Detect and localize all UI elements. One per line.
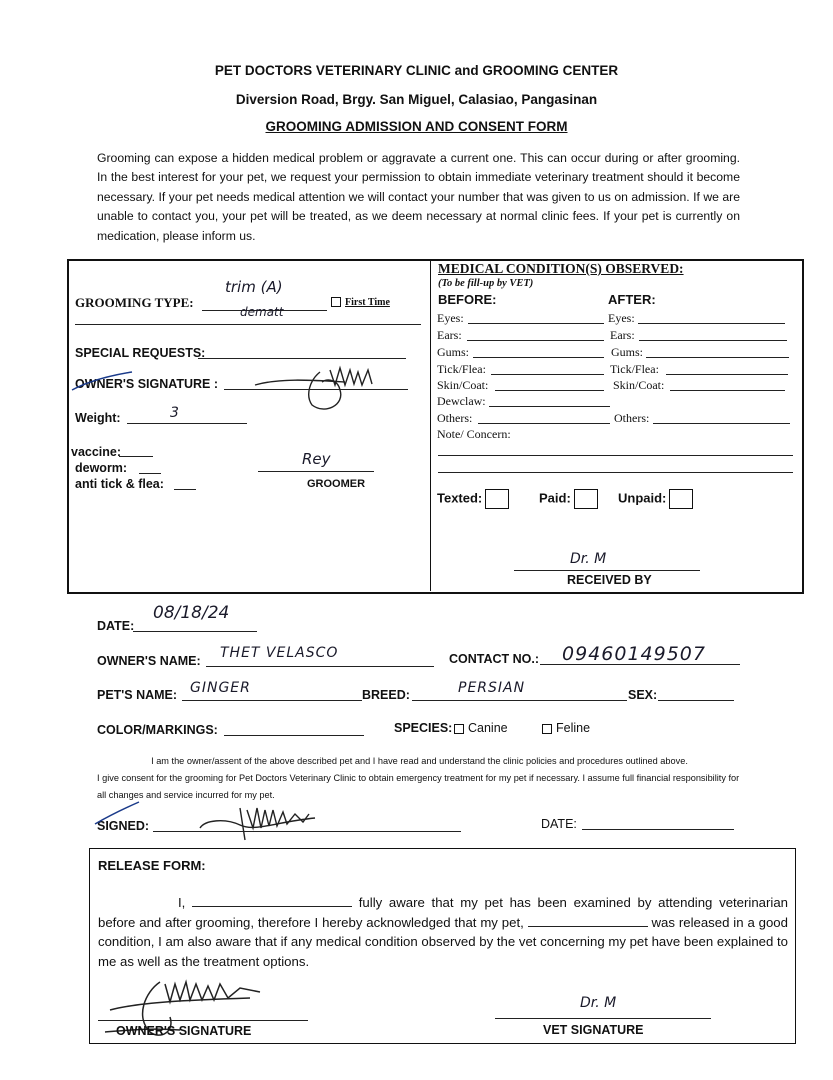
grooming-type-value-2: dematt (240, 305, 284, 319)
first-time-box[interactable] (331, 297, 341, 307)
breed-value: PERSIAN (458, 680, 526, 696)
after-others-label: Others: (614, 411, 650, 425)
paid-label: Paid: (539, 490, 571, 506)
before-tick-flea-line[interactable] (491, 374, 604, 375)
after-gums-label: Gums: (611, 345, 644, 359)
pet-name-line[interactable] (182, 700, 362, 701)
before-label: BEFORE: (438, 292, 497, 307)
owner-name-value: THET VELASCO (220, 645, 339, 661)
after-ears-line[interactable] (639, 340, 787, 341)
special-requests-label: SPECIAL REQUESTS: (75, 346, 206, 360)
date2-line[interactable] (582, 829, 734, 830)
medical-title: MEDICAL CONDITION(S) OBSERVED: (438, 261, 684, 276)
pet-name-label: PET'S NAME: (97, 688, 178, 702)
color-label: COLOR/MARKINGS: (97, 723, 218, 737)
after-skin-coat-line[interactable] (670, 390, 785, 391)
vaccine-label: vaccine: (71, 445, 122, 459)
note-line-2[interactable] (438, 472, 793, 473)
breed-label: BREED: (362, 688, 410, 702)
owner-name-line[interactable] (206, 666, 434, 667)
release-paragraph (98, 893, 788, 971)
after-tick-flea-label: Tick/Flea: (610, 362, 659, 376)
before-gums-line[interactable] (473, 357, 604, 358)
canine-option[interactable] (454, 721, 508, 735)
before-others-line[interactable] (478, 423, 610, 424)
anti-tick-label: anti tick & flea: (75, 477, 164, 491)
signed-strike (95, 802, 140, 824)
owner-name-label: OWNER'S NAME: (97, 654, 201, 668)
after-eyes-line[interactable] (638, 323, 785, 324)
before-tick-flea-label: Tick/Flea: (437, 362, 486, 376)
breed-line[interactable] (412, 700, 627, 701)
dewclaw-label: Dewclaw: (437, 394, 486, 408)
date-label: DATE: (97, 619, 135, 633)
date-value: 08/18/24 (153, 603, 230, 623)
texted-checkbox[interactable] (485, 489, 509, 509)
contact-label: CONTACT NO.: (449, 652, 540, 666)
before-ears-label: Ears: (437, 328, 462, 342)
canine-label: Canine (468, 721, 508, 735)
release-title: RELEASE FORM: (98, 858, 206, 873)
feline-label: Feline (556, 721, 591, 735)
release-text-3: was released in a good condition, I am also aware that if any medical condition observed by the vet concerning my pet have been explained to me as well as the treatment options. (98, 914, 788, 969)
sex-label: SEX: (628, 688, 658, 702)
intro-paragraph: Grooming can expose a hidden medical problem or aggravate a current one. This can occur during or after grooming. In the best interest for your pet, we request your permission to obtain immediate veterinary treatment should it become necessary. If your pet needs medical attention we will contact your number that was given to us on admission. If we are unable to contact you, your pet will be treated, as we deem necessary at normal clinic fees. If your pet is currently on medication, please inform us. (97, 151, 740, 243)
grooming-type-label: GROOMING TYPE: (75, 295, 194, 310)
owner-signature-strike (72, 372, 132, 392)
after-others-line[interactable] (653, 423, 790, 424)
date2-label: DATE: (541, 817, 577, 831)
after-skin-coat-label: Skin/Coat: (613, 378, 665, 392)
unpaid-label: Unpaid: (618, 490, 667, 506)
weight-line[interactable] (127, 423, 247, 424)
note-concern-label: Note/ Concern: (437, 427, 511, 441)
before-gums-label: Gums: (437, 345, 470, 359)
before-eyes-label: Eyes: (437, 311, 464, 325)
clinic-address: Diversion Road, Brgy. San Miguel, Calasiao, Pangasinan (235, 92, 598, 107)
canine-checkbox[interactable] (454, 724, 464, 734)
texted-label: Texted: (437, 490, 483, 506)
received-by-line[interactable] (514, 570, 700, 571)
after-tick-flea-line[interactable] (666, 374, 788, 375)
before-ears-line[interactable] (467, 340, 604, 341)
weight-value: 3 (170, 405, 179, 421)
consent-line-1: I am the owner/assent of the above described pet and I have read and understand the clinic policies and procedures outlined above. (151, 756, 688, 766)
paid-checkbox[interactable] (574, 489, 598, 509)
before-others-label: Others: (437, 411, 473, 425)
after-gums-line[interactable] (646, 357, 789, 358)
consent-line-2: I give consent for the grooming for Pet Doctors Veterinary Clinic to obtain emergency treatment for my pet if necessary. I assume full financial responsibility for all changes and service incurred for my pet. (97, 773, 740, 800)
box-divider (430, 261, 431, 591)
release-text-2: fully aware that my pet has been examined by attending veterinarian before and after grooming, therefore I hereby acknowledged that my pet, (98, 895, 789, 930)
received-by-label: RECEIVED BY (567, 573, 652, 587)
anti-tick-line[interactable] (174, 489, 196, 490)
color-line[interactable] (224, 735, 364, 736)
release-pet-blank[interactable] (528, 915, 648, 927)
sex-line[interactable] (658, 700, 734, 701)
before-skin-coat-label: Skin/Coat: (437, 378, 489, 392)
release-text-1: I, (178, 895, 186, 910)
grooming-type-value-1: trim (A) (225, 278, 283, 296)
unpaid-checkbox[interactable] (669, 489, 693, 509)
release-owner-signature-label: OWNER'S SIGNATURE (116, 1024, 252, 1038)
first-time-checkbox[interactable] (331, 297, 390, 308)
species-label: SPECIES: (394, 721, 453, 735)
form-title: GROOMING ADMISSION AND CONSENT FORM (265, 119, 568, 134)
feline-checkbox[interactable] (542, 724, 552, 734)
weight-label: Weight: (75, 411, 121, 425)
note-line-1[interactable] (438, 455, 793, 456)
groomer-name: Rey (302, 450, 331, 468)
owner-signature-scribble (250, 360, 390, 415)
contact-value: 09460149507 (562, 643, 706, 665)
owner-signature-label: OWNER'S SIGNATURE : (75, 377, 219, 391)
special-requests-line[interactable] (198, 358, 406, 359)
medical-subtitle: (To be fill-up by VET) (438, 278, 534, 289)
signed-signature-scribble (195, 800, 335, 850)
before-eyes-line[interactable] (468, 323, 604, 324)
unpaid-field (618, 489, 693, 509)
vet-signature-value: Dr. M (580, 995, 617, 1011)
groomer-line[interactable] (258, 471, 374, 472)
signed-label: SIGNED: (97, 819, 150, 833)
release-owner-blank[interactable] (192, 895, 352, 907)
vaccine-line[interactable] (119, 456, 153, 457)
clinic-name: PET DOCTORS VETERINARY CLINIC and GROOMING CENTER (214, 63, 619, 78)
vet-signature-label: VET SIGNATURE (543, 1023, 644, 1037)
deworm-label: deworm: (75, 461, 128, 475)
first-time-label: First Time (345, 297, 390, 308)
before-skin-coat-line[interactable] (495, 390, 604, 391)
vet-signature-line[interactable] (495, 1018, 711, 1019)
paid-field (539, 489, 598, 509)
date-line[interactable] (133, 631, 257, 632)
pet-name-value: GINGER (190, 680, 251, 696)
after-ears-label: Ears: (610, 328, 635, 342)
texted-field (437, 489, 509, 509)
groomer-label: GROOMER (307, 478, 366, 490)
feline-option[interactable] (542, 721, 590, 735)
deworm-line[interactable] (139, 473, 161, 474)
dewclaw-line[interactable] (489, 406, 610, 407)
received-by-value: Dr. M (570, 551, 607, 567)
grooming-type-line-2 (75, 324, 421, 325)
after-eyes-label: Eyes: (608, 311, 635, 325)
after-label: AFTER: (608, 292, 656, 307)
